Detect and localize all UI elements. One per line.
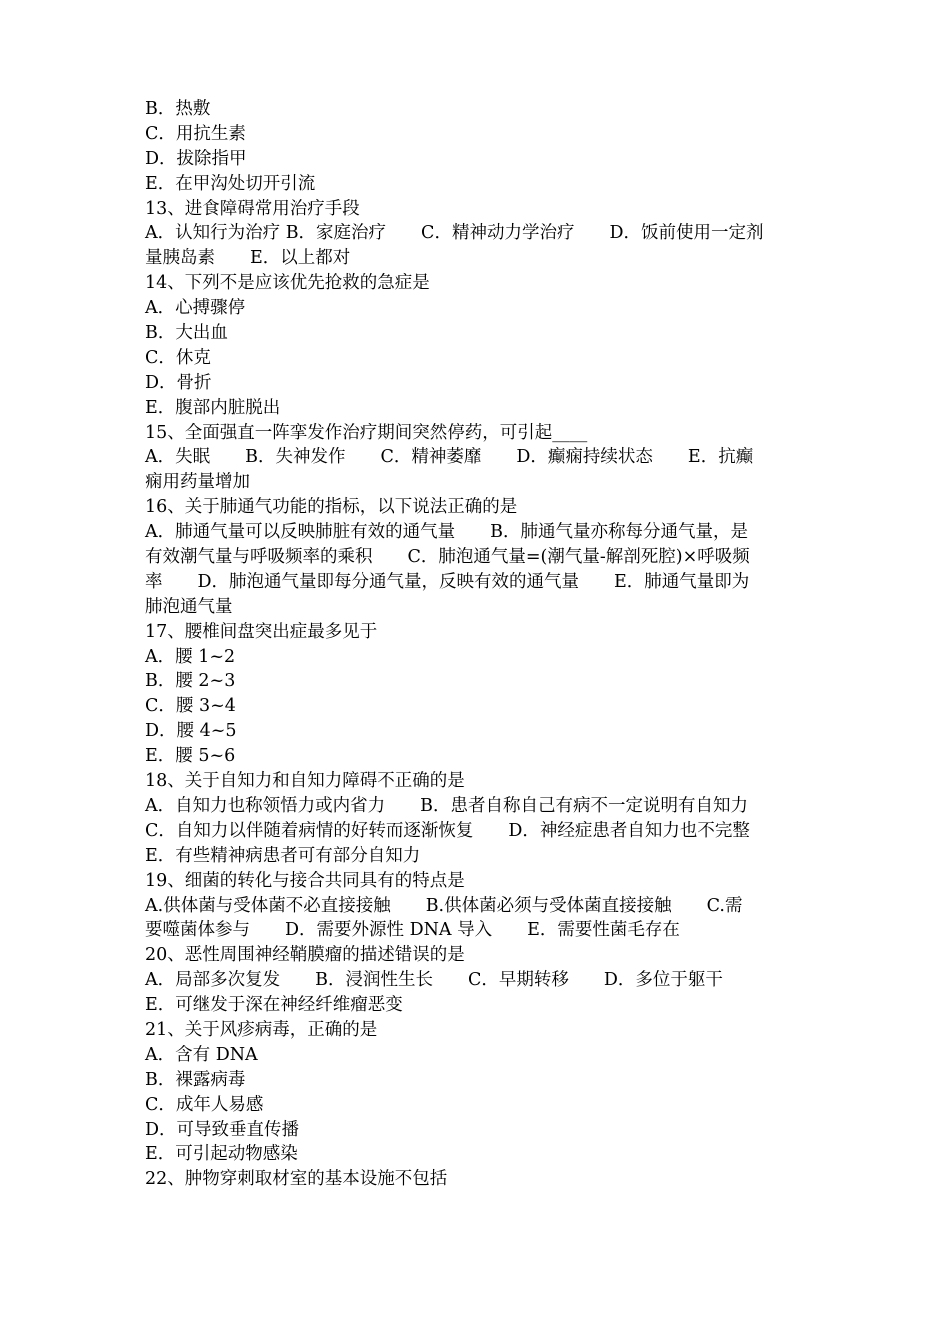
option-line: C．休克 — [145, 347, 211, 368]
option-line: E．腹部内脏脱出 — [145, 397, 281, 418]
option-line: 有效潮气量与呼吸频率的乘积 C．肺泡通气量=(潮气量-解剖死腔)×呼吸频 — [145, 547, 750, 568]
option-line: 率 D．肺泡通气量即每分通气量，反映有效的通气量 E．肺通气量即为 — [145, 571, 750, 592]
option-line: 量胰岛素 E．以上都对 — [145, 248, 351, 269]
option-line: B．腰 2~3 — [145, 671, 236, 692]
question-16: 16、关于肺通气功能的指标，以下说法正确的是 — [145, 497, 518, 518]
option-line: C．用抗生素 — [145, 123, 246, 144]
option-line: A．认知行为治疗 B．家庭治疗 C．精神动力学治疗 D．饭前使用一定剂 — [145, 223, 764, 244]
option-line: C．腰 3~4 — [145, 696, 236, 717]
option-line: B．热敷 — [145, 99, 211, 119]
question-14: 14、下列不是应该优先抢救的急症是 — [145, 273, 430, 294]
option-line: A．局部多次复发 B．浸润性生长 C．早期转移 D．多位于躯干 — [145, 970, 723, 991]
option-line: A．含有 DNA — [145, 1044, 258, 1065]
option-line: D．骨折 — [145, 372, 212, 393]
question-15: 15、全面强直一阵挛发作治疗期间突然停药，可引起____ — [145, 422, 588, 443]
option-line: E．腰 5~6 — [145, 746, 236, 767]
option-line: C．自知力以伴随着病情的好转而逐渐恢复 D．神经症患者自知力也不完整 — [145, 820, 750, 841]
question-18: 18、关于自知力和自知力障碍不正确的是 — [145, 771, 465, 792]
option-line: E．可继发于深在神经纤维瘤恶变 — [145, 995, 403, 1016]
option-line: 痫用药量增加 — [145, 472, 250, 493]
question-22: 22、肿物穿刺取材室的基本设施不包括 — [145, 1169, 448, 1190]
option-line: E．在甲沟处切开引流 — [145, 173, 316, 194]
question-19: 19、细菌的转化与接合共同具有的特点是 — [145, 870, 465, 891]
option-line: A．自知力也称领悟力或内省力 B．患者自称自己有病不一定说明有自知力 — [145, 795, 748, 816]
option-line: A．腰 1~2 — [145, 646, 236, 667]
document-page — [145, 97, 808, 1192]
question-21: 21、关于风疹病毒，正确的是 — [145, 1019, 378, 1040]
option-line: E．有些精神病患者可有部分自知力 — [145, 845, 421, 866]
option-line: A.供体菌与受体菌不必直接接触 B.供体菌必须与受体菌直接接触 C.需 — [145, 895, 743, 916]
option-line: D．可导致垂直传播 — [145, 1119, 300, 1140]
option-line: C．成年人易感 — [145, 1094, 264, 1115]
option-line: D．拔除指甲 — [145, 148, 247, 169]
option-line: D．腰 4~5 — [145, 721, 237, 742]
option-line: A．失眠 B．失神发作 C．精神萎靡 D．癫痫持续状态 E．抗癫 — [145, 447, 754, 468]
question-13: 13、进食障碍常用治疗手段 — [145, 198, 360, 219]
question-17: 17、腰椎间盘突出症最多见于 — [145, 621, 378, 642]
option-line: B．裸露病毒 — [145, 1069, 246, 1090]
option-line: 肺泡通气量 — [145, 596, 233, 617]
question-20: 20、恶性周围神经鞘膜瘤的描述错误的是 — [145, 945, 465, 966]
option-line: E．可引起动物感染 — [145, 1144, 298, 1165]
option-line: A．肺通气量可以反映肺脏有效的通气量 B．肺通气量亦称每分通气量，是 — [145, 522, 748, 543]
option-line: B．大出血 — [145, 323, 228, 344]
option-line: 要噬菌体参与 D．需要外源性 DNA 导入 E．需要性菌毛存在 — [145, 920, 680, 941]
option-line: A．心搏骤停 — [145, 298, 246, 319]
